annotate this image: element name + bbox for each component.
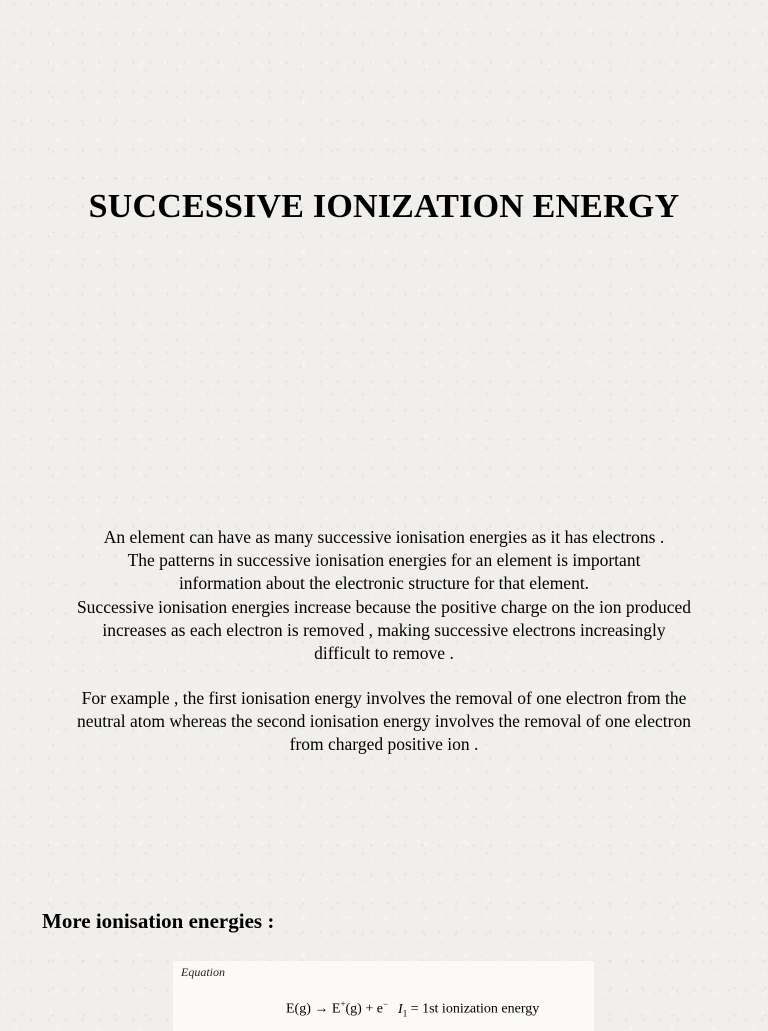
example-paragraph xyxy=(36,687,732,757)
paragraph-line: increases as each electron is removed , making successive electrons increasingly xyxy=(102,619,666,640)
paragraph-line: from charged positive ion . xyxy=(289,734,479,755)
page-title: SUCCESSIVE IONIZATION ENERGY xyxy=(88,188,680,225)
reaction-rhs: (g) + e xyxy=(345,1001,383,1017)
cation-charge: + xyxy=(340,999,346,1009)
intro-paragraph xyxy=(36,526,732,665)
ionization-symbol: I xyxy=(398,1001,403,1017)
equation-panel xyxy=(173,961,594,1031)
section-heading xyxy=(42,909,274,934)
paragraph-line: difficult to remove . xyxy=(314,643,454,664)
paragraph-line: The patterns in successive ionisation energies for an element is important xyxy=(127,550,641,571)
electron-charge: − xyxy=(382,999,389,1009)
section-heading-text: More ionisation energies xyxy=(42,909,263,933)
equation-caption: Equation xyxy=(181,965,225,979)
equation-formula xyxy=(286,999,539,1018)
paragraph-line: information about the electronic structure for that element. xyxy=(178,573,590,594)
section-heading-colon: : xyxy=(262,909,275,933)
paragraph-line: For example , the first ionisation energy involves the removal of one electron from the xyxy=(81,688,687,708)
reaction-lhs: E(g) → E xyxy=(286,1001,341,1017)
paragraph-line: An element can have as many successive ionisation energies as it has electrons . xyxy=(103,527,665,547)
ionization-definition: = 1st ionization energy xyxy=(407,1001,540,1017)
paragraph-line: Successive ionisation energies increase because the positive charge on the ion produced xyxy=(76,596,692,617)
ionization-subscript: 1 xyxy=(402,1008,408,1019)
paragraph-line: neutral atom whereas the second ionisation energy involves the removal of one electron xyxy=(77,711,691,732)
